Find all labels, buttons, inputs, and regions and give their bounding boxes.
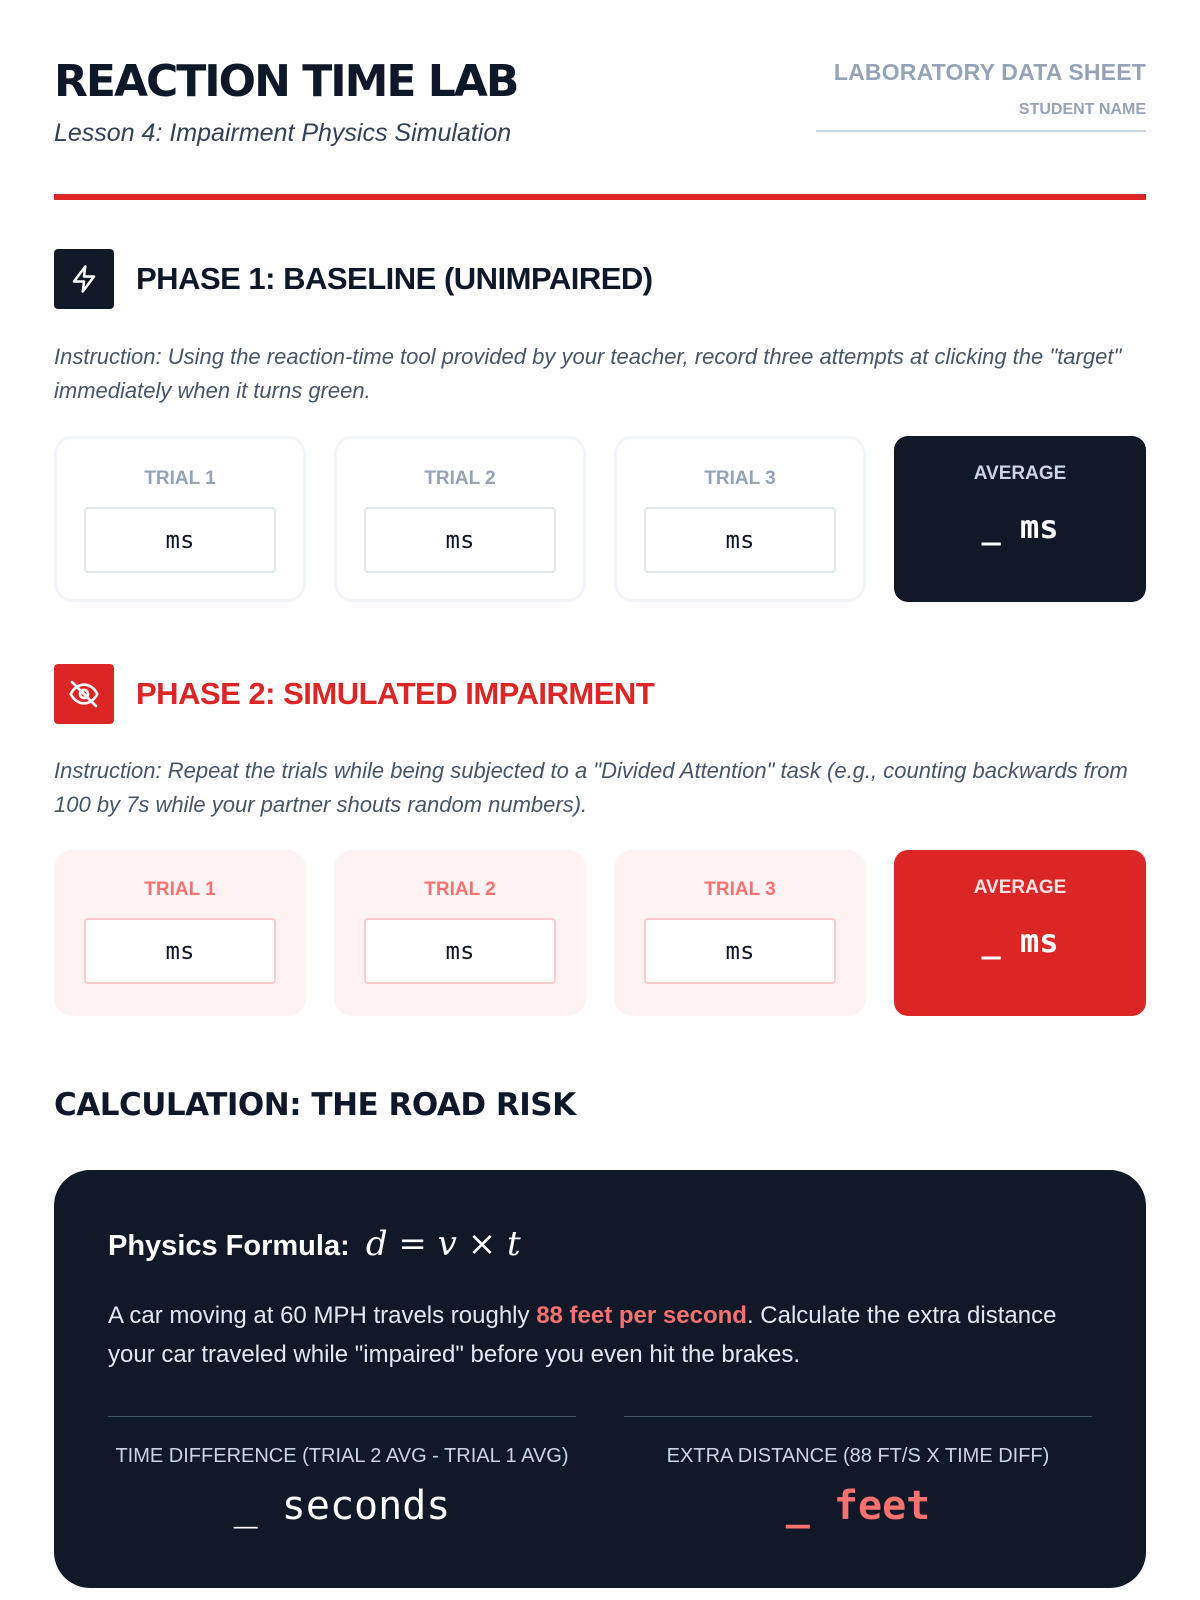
time-difference-block: [108, 1416, 576, 1529]
phase2-trial-1-input[interactable]: ms: [84, 918, 276, 984]
extra-distance-block: [624, 1416, 1092, 1529]
phase2-trial-2-card: [334, 850, 586, 1016]
student-name-field[interactable]: STUDENT NAME: [816, 100, 1146, 132]
phase2-trial-1-card: [54, 850, 306, 1016]
data-sheet-block: [816, 58, 1146, 132]
description-text-end: . Calculate the extra distance your car traveled while "impaired" before you even hit the brakes.: [108, 1302, 1057, 1368]
page-title: REACTION TIME LAB: [54, 56, 518, 107]
trial-label: TRIAL 2: [424, 879, 496, 900]
phase1-trial-3-card: [614, 436, 866, 602]
phase1-instruction: Instruction: Using the reaction-time tool provided by your teacher, record three attempts at clicking the "target" immediately when it turns green.: [54, 344, 1122, 403]
time-difference-label: TIME DIFFERENCE (TRIAL 2 AVG - TRIAL 1 AVG): [115, 1445, 569, 1467]
page-header: [54, 56, 1146, 156]
phase2-trial-3-input[interactable]: ms: [644, 918, 836, 984]
phase1-trial-1-input[interactable]: ms: [84, 507, 276, 573]
phase1-trials: [54, 436, 1146, 604]
phase2-average-value: _ ms: [981, 922, 1059, 960]
formula-expression: d = v × t: [365, 1224, 521, 1264]
lightning-icon: [54, 249, 114, 309]
phase2-trial-3-card: [614, 850, 866, 1016]
trial-label: TRIAL 1: [144, 468, 216, 489]
phase2-trial-2-input[interactable]: ms: [364, 918, 556, 984]
phase2-instruction: Instruction: Repeat the trials while being subjected to a "Divided Attention" task (e.g., counting backwards from 100 by 7s while your partner shouts random numbers).: [54, 758, 1128, 817]
trial-label: TRIAL 3: [704, 879, 776, 900]
eye-off-icon: [54, 664, 114, 724]
trial-label: TRIAL 1: [144, 879, 216, 900]
calculation-title: CALCULATION: THE ROAD RISK: [54, 1087, 576, 1123]
phase1-trial-2-input[interactable]: ms: [364, 507, 556, 573]
average-label: AVERAGE: [973, 877, 1067, 898]
trial-label: TRIAL 2: [424, 468, 496, 489]
time-difference-value[interactable]: _ seconds: [233, 1483, 451, 1529]
phase1-header: [54, 249, 1146, 309]
phase2-trials: [54, 850, 1146, 1018]
phase1-title: PHASE 1: BASELINE (UNIMPAIRED): [136, 261, 653, 296]
calculation-panel: [54, 1170, 1146, 1588]
header-divider: [54, 194, 1146, 200]
trial-label: TRIAL 3: [704, 468, 776, 489]
sheet-label: LABORATORY DATA SHEET: [833, 59, 1146, 85]
phase2-header: [54, 664, 1146, 724]
physics-formula: [108, 1224, 521, 1266]
extra-distance-value[interactable]: _ feet: [785, 1483, 931, 1529]
calculation-description: [108, 1296, 1108, 1374]
phase2-average-card: [894, 850, 1146, 1016]
formula-label: Physics Formula:: [108, 1230, 350, 1262]
phase1-average-value: _ ms: [981, 508, 1059, 546]
speed-highlight: 88 feet per second: [536, 1302, 747, 1329]
description-text: A car moving at 60 MPH travels roughly: [108, 1302, 537, 1329]
extra-distance-label: EXTRA DISTANCE (88 FT/S X TIME DIFF): [666, 1445, 1050, 1467]
phase1-trial-3-input[interactable]: ms: [644, 507, 836, 573]
phase1-average-card: [894, 436, 1146, 602]
page-subtitle: Lesson 4: Impairment Physics Simulation: [54, 119, 512, 147]
phase2-title: PHASE 2: SIMULATED IMPAIRMENT: [136, 676, 655, 711]
phase1-trial-2-card: [334, 436, 586, 602]
phase1-trial-1-card: [54, 436, 306, 602]
average-label: AVERAGE: [973, 463, 1067, 484]
